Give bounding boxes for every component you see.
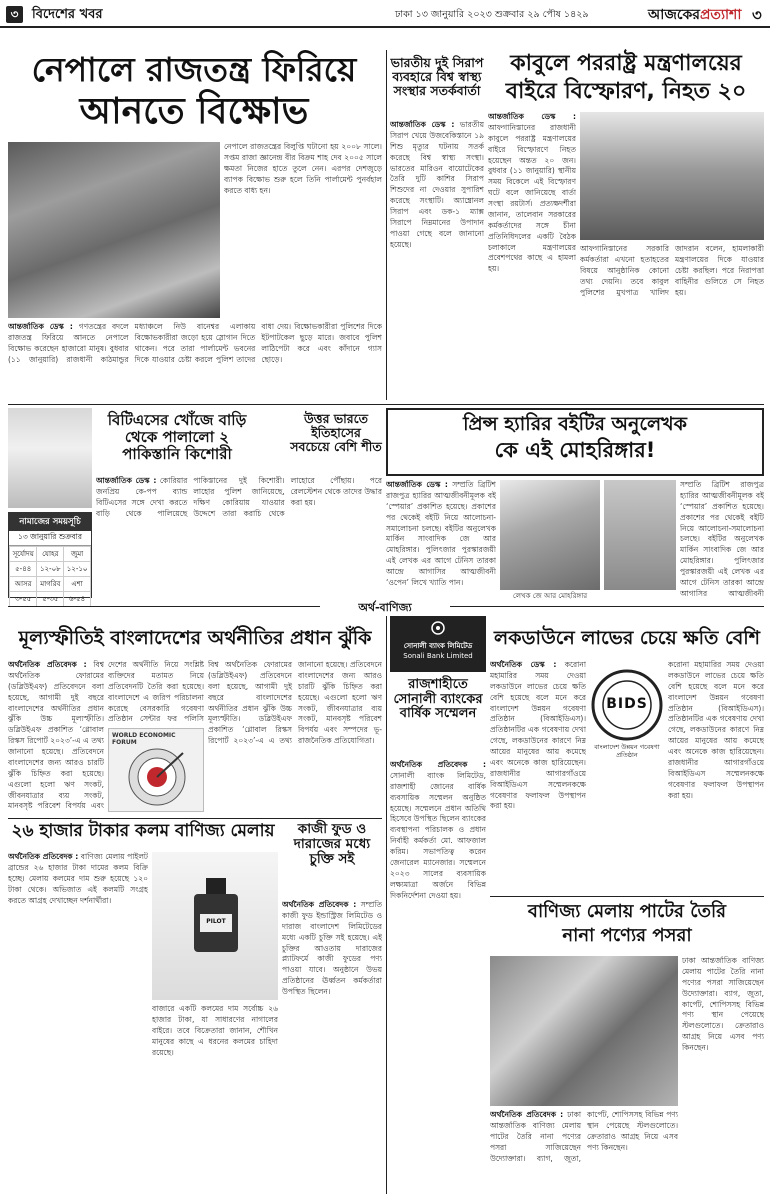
lockdown-byline: অর্থনৈতিক ডেস্ক : [490, 660, 557, 669]
sonali-headline: রাজশাহীতে সোনালী ব্যাংকের বার্ষিক সম্মেলন [393, 677, 483, 722]
jute-body-text: ঢাকা আন্তর্জাতিক বাণিজ্য মেলায় পাটের তৈরি নানা পণ্যের পসরা সাজিয়েছেন উদ্যোক্তারা। ব্যাগ, জুতা, কার্পেট, শোপিসসহ বিভিন্ন পণ্য স্থান পেয়েছে স্টলগুলোতে। ক্রেতারাও আগ্রহ নিয়ে এসব পণ্য কিনছেন। [490, 1110, 678, 1163]
kazi-body [282, 900, 382, 1192]
book-cover-photo [604, 480, 676, 590]
sonali-byline: অর্থনৈতিক প্রতিবেদক : [390, 760, 486, 769]
prayer-label: এশা [64, 577, 91, 592]
lockdown-body [490, 660, 586, 892]
prayer-time: ৫-৪৪ [10, 562, 37, 577]
section-rule [490, 896, 764, 897]
syrup-body [390, 120, 484, 400]
kabul-body [488, 112, 576, 402]
harry-photo-caption: লেখক জে আর মোহরিঙ্গার [512, 592, 588, 600]
harry-headline-box [386, 408, 764, 476]
pen-body [8, 852, 148, 1192]
target-icon [127, 747, 187, 807]
kabul-blast-photo [580, 112, 764, 240]
paper-name [648, 3, 741, 27]
pen-brand-label: PILOT [206, 918, 226, 925]
pen-photo [152, 852, 278, 1000]
bids-logo-ring: বাংলাদেশ উন্নয়ন গবেষণা প্রতিষ্ঠান [594, 743, 660, 759]
sonali-bank-name-en: Sonali Bank Limited [403, 652, 473, 660]
nepal-body [8, 322, 382, 402]
sonali-logo [390, 616, 486, 672]
harry-body-right: সম্প্রতি ব্রিটিশ রাজপুত্র হ্যারির আত্মজীবনীমূলক বই ‘স্পেয়ার’ প্রকাশিত হয়েছে। প্রকাশের পর থেকেই বইটি নিয়ে আলোচনা-সমালোচনা চলছে। বইটির অনুলেখক মার্কিন সাংবাদিক জে আর মোহরিঙ্গার। পুলিৎজার পুরস্কারজয়ী এই লেখক এর আগে টেনিস তারকা আন্দ্রে আগাসির আত্মজীবনী [680, 480, 764, 598]
sonali-body [390, 760, 486, 1194]
section-rule [8, 404, 764, 405]
economy-banner: অর্থ-বাণিজ্য [320, 599, 450, 618]
syrup-body-text: ভারতীয় সিরাপ খেয়ে উজবেকিস্তানে ১৯ শিশু মৃত্যুর ঘটনায় সতর্ক করেছে বিশ্ব স্বাস্থ্য সংস্থা। ভারতের মারিওন বায়োটেকের তৈরি দুটি কাশির সিরাপ শিশুদের না দেওয়ার সুপারিশ করেছে সংস্থাটি। অ্যাম্ব্রোনল সিরাপ এবং ডক-১ ম্যাক্স সিরাপে নিম্নমানের উপাদান পাওয়া গেছে বলে জানানো হয়েছে। [390, 120, 484, 249]
inflation-body-col3: বিশ্ব অর্থনৈতিক ফোরামের (ডব্লিউইএফ) প্রতিবেদনে বলা হয়েছে, আগামী দুই বছরে বাংলাদেশের অর্থনীতির প্রধান ঝুঁকি উচ্চ মূল্যস্ফীতি। ডব্লিউইএফ প্রকাশিত ‘গ্লোবাল রিস্কস রিপোর্ট ২০২৩’-এ এ তথ্য জানানো হয়েছে। প্রতিবেদনে বাংলাদেশের জন্য আরও চারটি ঝুঁকি চিহ্নিত করা হয়েছে। এগুলো হলো ঋণ সংকট, জীবনযাত্রার ব্যয় সংকট, মানবসৃষ্ট পরিবেশ বিপর্যয় এবং সম্পদের ভূ-রাজনৈতিক প্রতিযোগিতা। [208, 660, 382, 746]
wef-graphic-title: WORLD ECONOMIC FORUM [112, 732, 176, 746]
bts-body-text: কোরিয়ার জনপ্রিয় কে-পপ ব্যান্ড বিটিএসের সঙ্গে দেখা করতে বাড়ি থেকে পালিয়েছে পাকিস্তানের দুই কিশোরী। লাহোর পুলিশ জানিয়েছে, দক্ষিণ কোরিয়ায় যাওয়ার উদ্দেশে তারা করাচি থেকে লাহোরে পৌঁছায়। পরে রেলস্টেশন থেকে তাদের উদ্ধার করা হয়। [96, 476, 382, 518]
prayer-times-date: ১৩ জানুয়ারি শুক্রবার [9, 531, 91, 546]
kabul-byline: আন্তর্জাতিক ডেস্ক : [488, 112, 576, 121]
lockdown-body-text: করোনা মহামারির সময় দেওয়া লকডাউনে লাভের চেয়ে ক্ষতি বেশি হয়েছে বলে মনে করে বাংলাদেশ উন্নয়ন গবেষণা প্রতিষ্ঠান (বিআইডিএস)। প্রতিষ্ঠানটির এক গবেষণায় দেখা গেছে, লকডাউনের কারণে নিম্ন আয়ের মানুষের আয় কমেছে এবং অনেকে কাজ হারিয়েছেন। রাজধানীর আগারগাঁওয়ে বিআইডিএস সম্মেলনকক্ষে গবেষণার ফলাফল উপস্থাপন করা হয়। [490, 660, 586, 811]
section-rule [8, 818, 382, 819]
bts-body [96, 476, 382, 596]
pen-byline: অর্থনৈতিক প্রতিবেদক : [8, 852, 79, 861]
jute-headline-1: বাণিজ্য মেলায় পাটের তৈরি [527, 901, 727, 922]
cold-headline: উত্তর ভারতে ইতিহাসের সবচেয়ে বেশি শীত [290, 411, 382, 454]
syrup-headline: ভারতীয় দুই সিরাপ ব্যবহারে বিশ্ব স্বাস্থ্য সংস্থার সতর্কবার্তা [390, 55, 484, 98]
harry-headline-2: কে এই মোহরিঙ্গার! [494, 438, 656, 463]
page-number: ৩ [10, 7, 19, 21]
jute-fair-photo [490, 956, 678, 1106]
inflation-body-col2: দেশের অর্থনীতি নিয়ে সংশ্লিষ্ট ব্যক্তিদের মতামত নিয়ে প্রতিবেদনটি তৈরি করা হয়েছে। বাংলাদেশে এ জরিপ পরিচালনা করেছে বেসরকারি গবেষণা প্রতিষ্ঠান সেন্টার ফর পলিসি [108, 660, 204, 724]
prayer-time: ৫-৩৫ [37, 592, 64, 607]
dateline: ঢাকা ১৩ জানুয়ারি ২০২৩ শুক্রবার ২৯ পৌষ ১৪২৯ [395, 9, 589, 20]
harry-byline: আন্তর্জাতিক ডেস্ক : [386, 480, 448, 489]
inflation-body-text: বিশ্ব অর্থনৈতিক ফোরামের (ডব্লিউইএফ) প্রতিবেদনে বলা হয়েছে, আগামী দুই বছরে বাংলাদেশের অর্থনীতির প্রধান ঝুঁকি উচ্চ মূল্যস্ফীতি। ডব্লিউইএফ প্রকাশিত ‘গ্লোবাল রিস্কস রিপোর্ট ২০২৩’-এ এ তথ্য জানানো হয়েছে। প্রতিবেদনে বাংলাদেশের জন্য আরও চারটি ঝুঁকি চিহ্নিত করা হয়েছে। এগুলো হলো ঋণ সংকট, জীবনযাত্রার ব্যয় সংকট, মানবসৃষ্ট পরিবেশ বিপর্যয় এবং [8, 660, 104, 811]
kazi-headline: কাজী ফুড ও দারাজের মধ্যে চুক্তি সই [293, 821, 371, 868]
prayer-time: ১২-১০ [64, 562, 91, 577]
bids-logo [590, 660, 664, 790]
inflation-body [8, 660, 104, 812]
mosque-photo [8, 408, 92, 508]
syrup-byline: আন্তর্জাতিক ডেস্ক : [390, 120, 455, 129]
bts-byline: আন্তর্জাতিক ডেস্ক : [96, 476, 157, 485]
page-number-badge [6, 6, 23, 23]
sonali-bank-icon [427, 620, 449, 636]
lockdown-body-right: করোনা মহামারির সময় দেওয়া লকডাউনে লাভের চেয়ে ক্ষতি বেশি হয়েছে বলে মনে করে বাংলাদেশ উন্নয়ন গবেষণা প্রতিষ্ঠান (বিআইডিএস)। প্রতিষ্ঠানটির এক গবেষণায় দেখা গেছে, লকডাউনের কারণে নিম্ন আয়ের মানুষের আয় কমেছে এবং অনেকে কাজ হারিয়েছেন। রাজধানীর আগারগাঁওয়ে বিআইডিএস সম্মেলনকক্ষে গবেষণার ফলাফল উপস্থাপন করা হয়। [668, 660, 764, 800]
column-divider [386, 616, 387, 1194]
nepal-headline-1: নেপালে রাজতন্ত্র ফিরিয়ে [31, 50, 357, 89]
harry-headline-1: প্রিন্স হ্যারির বইটির অনুলেখক [463, 413, 687, 435]
prayer-label: আসর [10, 577, 37, 592]
jute-body-right: ঢাকা আন্তর্জাতিক বাণিজ্য মেলায় পাটের তৈরি নানা পণ্যের পসরা সাজিয়েছেন উদ্যোক্তারা। ব্যাগ, জুতা, কার্পেট, শোপিসসহ বিভিন্ন পণ্য স্থান পেয়েছে স্টলগুলোতে। ক্রেতারাও আগ্রহ নিয়ে এসব পণ্য কিনছেন। [682, 956, 764, 1052]
nepal-headline-2: আনতে বিক্ষোভ [79, 91, 309, 132]
harry-body-text: সম্প্রতি ব্রিটিশ রাজপুত্র হ্যারির আত্মজীবনীমূলক বই ‘স্পেয়ার’ প্রকাশিত হয়েছে। প্রকাশের পর থেকেই বইটি নিয়ে আলোচনা-সমালোচনা চলছে। বইটির অনুলেখক মার্কিন সাংবাদিক জে আর মোহরিঙ্গার। পুলিৎজার পুরস্কারজয়ী এই লেখক এর আগে টেনিস তারকা আন্দ্রে আগাসির আত্মজীবনী ‘ওপেন’ লিখে খ্যাতি পান। [386, 480, 496, 587]
pen-body-text: বাণিজ্য মেলায় পাইলট ব্রান্ডের ২৬ হাজার টাকা দামের কলম বিক্রি হচ্ছে। মেলায় কলমের দাম শুরু হয়েছে ১২০ টাকা থেকে। অভিজাত এই কলমটি সংগ্রহ করতে আগ্রহ দেখাচ্ছেন দর্শনার্থীরা। [8, 852, 148, 905]
prayer-times-table [9, 546, 91, 607]
prayer-label: জুমা [64, 547, 91, 562]
jute-byline: অর্থনৈতিক প্রতিবেদক : [490, 1110, 564, 1119]
nepal-body-right: নেপালে রাজতন্ত্রের বিলুপ্তি ঘটানো হয় ২০০৮ সালে। সপ্তম রাজা জ্ঞানেন্দ্র বীর বিক্রম শাহ দেব ২০০৫ সালে ক্ষমতা নিজের হাতে তুলে নেন। এরপর দেশজুড়ে ব্যাপক বিক্ষোভ শুরু হলে তিনি পার্লামেন্ট পুনর্বহাল করতে বাধ্য হন। [224, 142, 382, 195]
prayer-times-box [8, 512, 92, 603]
kabul-body-text: আফগানিস্তানের রাজধানী কাবুলে পররাষ্ট্র মন্ত্রণালয়ের বাইরে বিস্ফোরণে নিহত হয়েছেন অন্তত ২০ জন। বুধবার (১১ জানুয়ারি) স্থানীয় সময় বিকেলে এই বিস্ফোরণ ঘটে বলে জানিয়েছে বার্তা সংস্থা রয়টার্স। প্রত্যক্ষদর্শীরা জানান, তালেবান সরকারের কর্মকর্তাদের সঙ্গে চীনা প্রতিনিধিদলের একটি বৈঠক চলাকালে মন্ত্রণালয়ের প্রবেশপথের কাছে এ হামলা হয়। [488, 122, 576, 274]
nepal-byline: আন্তর্জাতিক ডেস্ক : [8, 322, 73, 331]
column-divider [386, 50, 387, 400]
prayer-time: ৩-৫৫ [10, 592, 37, 607]
paper-name-a: আজকের [648, 7, 700, 23]
kabul-body-right: আফগানিস্তানের সরকারি কর্মকর্তারা এখনো হতাহতের বিষয়ে আনুষ্ঠানিক কোনো তথ্য দেয়নি। তবে কাবুল পুলিশের মুখপাত্র খালিদ জাদরান বলেন, হামলাকারী মন্ত্রণালয়ের দিকে যাওয়ার চেষ্টা করছিল। পরে নিরাপত্তা বাহিনীর গুলিতে সে নিহত হয়। [580, 244, 764, 297]
wef-graphic [108, 728, 204, 812]
sonali-body-text: সোনালী ব্যাংক লিমিটেড, রাজশাহী জোনের বার্ষিক ব্যবসায়িক সম্মেলন অনুষ্ঠিত হয়েছে। সম্মেলনে প্রধান অতিথি হিসেবে উপস্থিত ছিলেন ব্যাংকের ব্যবস্থাপনা পরিচালক ও প্রধান নির্বাহী কর্মকর্তা মো. আফজাল করিম। সভাপতিত্ব করেন জেনারেল ম্যানেজার। সম্মেলনে ২০২৩ সালের ব্যবসায়িক লক্ষ্যমাত্রা অর্জনে বিভিন্ন দিকনির্দেশনা দেওয়া হয়। [390, 770, 486, 900]
pen-body-col2: বাজারে একটি কলমের দাম সর্বোচ্চ ২৬ হাজার টাকা, যা সাধারণের নাগালের বাইরে। তবে বিক্রেতারা জানান, শৌখিন মানুষের কাছে এ ধরনের কলমের চাহিদা রয়েছে। [152, 1004, 278, 1057]
bids-logo-text: BIDS [606, 696, 648, 712]
bts-headline: বিটিএসের খোঁজে বাড়ি থেকে পালালো ২ পাকিস্তানি কিশোরী [107, 411, 247, 463]
kabul-headline-1: কাবুলে পররাষ্ট্র মন্ত্রণালয়ের [510, 51, 742, 76]
kazi-body-text: সম্প্রতি কাজী ফুড ইন্ডাস্ট্রিজ লিমিটেড ও দারাজ বাংলাদেশ লিমিটেডের মধ্যে একটি চুক্তি সই হয়েছে। এই চুক্তির আওতায় দারাজের প্ল্যাটফর্মে কাজী ফুডের পণ্য পাওয়া যাবে। অনুষ্ঠানে উভয় প্রতিষ্ঠানের ঊর্ধ্বতন কর্মকর্তারা উপস্থিত ছিলেন। [282, 900, 382, 996]
nepal-protest-photo [8, 142, 220, 318]
prayer-label: যোহর [37, 547, 64, 562]
kazi-byline: অর্থনৈতিক প্রতিবেদক : [282, 900, 357, 909]
prayer-label: সূর্যোদয় [10, 547, 37, 562]
jute-body [490, 1110, 678, 1192]
pen-headline: ২৬ হাজার টাকার কলম বাণিজ্য মেলায় [11, 821, 275, 841]
nepal-body-text: গণতন্ত্রের বদলে রাজতন্ত্র ফিরিয়ে আনতে নেপালে বিক্ষোভ করেছেন হাজারো মানুষ। বুধবার (১১ জানুয়ারি) রাজধানী কাঠমান্ডুর মধ্যাঞ্চলে নিউ বানেশ্বর এলাকায় বিক্ষোভকারীরা জড়ো হয়ে স্লোগান দিতে থাকেন। পরে তারা পার্লামেন্ট ভবনের দিকে যাওয়ার চেষ্টা করলে পুলিশ তাদের বাধা দেয়। বিক্ষোভকারীরা পুলিশের দিকে ইটপাটকেল ছুড়ে মারে। জবাবে পুলিশ লাঠিপেটা করে এবং কাঁদানে গ্যাস ছোড়ে। [8, 322, 382, 364]
inflation-headline: মূল্যস্ফীতিই বাংলাদেশের অর্থনীতির প্রধান ঝুঁকি [18, 627, 372, 649]
sonali-bank-name-bn: সোনালী ব্যাংক লিমিটেড [403, 642, 473, 650]
section-title: বিদেশের খবর [32, 7, 103, 22]
page-number-right: ৩ [752, 6, 762, 24]
paper-name-b: প্রত্যাশা [699, 7, 742, 23]
jute-headline-2: নানা পণ্যের পসরা [562, 925, 692, 946]
prayer-times-title: নামাজের সময়সূচি [9, 513, 91, 531]
prayer-time: ১২-০৮ [37, 562, 64, 577]
masthead [0, 0, 770, 28]
prayer-label: মাগরিব [37, 577, 64, 592]
harry-body-left [386, 480, 496, 598]
prayer-time: ৬-৫৪ [64, 592, 91, 607]
inflation-byline: অর্থনৈতিক প্রতিবেদক : [8, 660, 87, 669]
harry-author-photo [500, 480, 600, 590]
kabul-headline-2: বাইরে বিস্ফোরণ, নিহত ২০ [505, 79, 747, 104]
lockdown-headline: লকডাউনে লাভের চেয়ে ক্ষতি বেশি [494, 627, 760, 649]
